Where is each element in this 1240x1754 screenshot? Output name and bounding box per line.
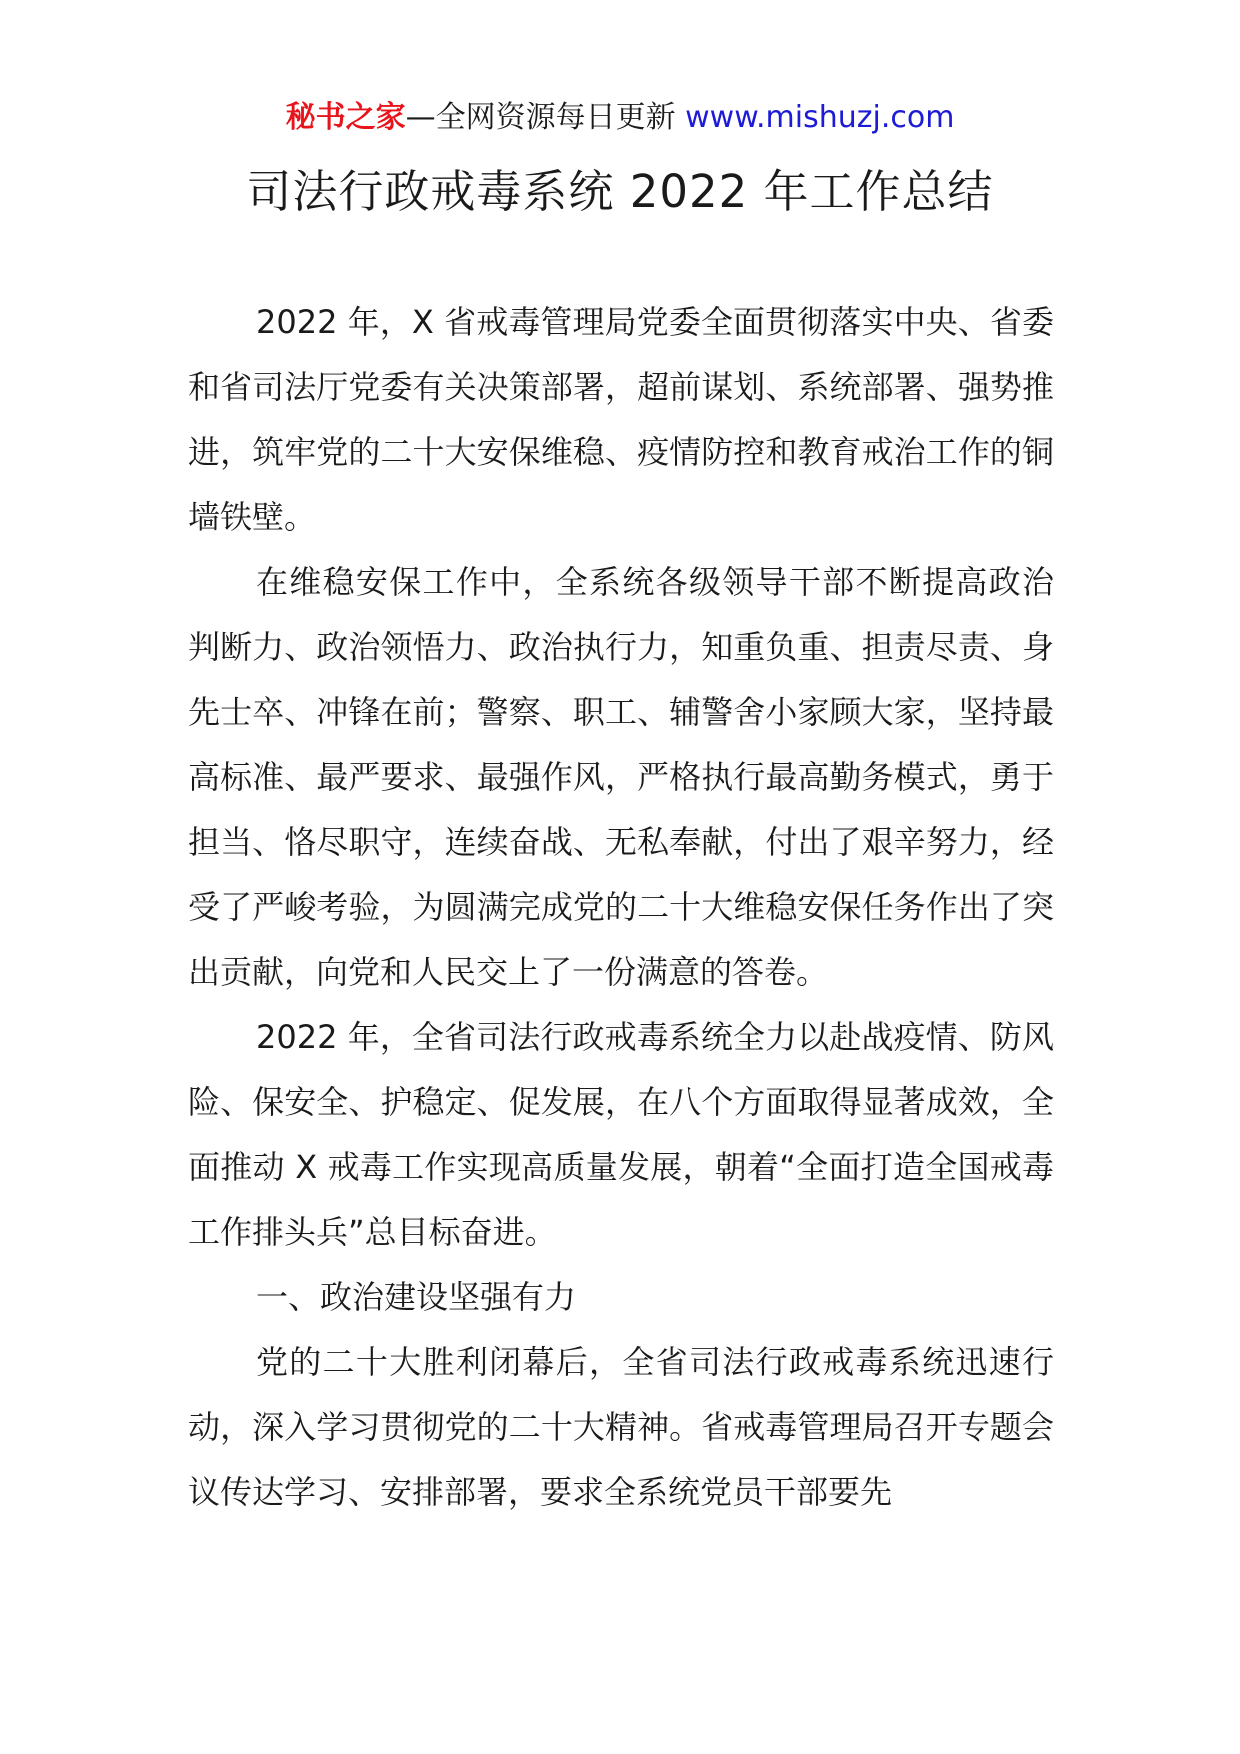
site-url-link[interactable]: www.mishuzj.com (685, 100, 955, 135)
paragraph-political-construction: 党的二十大胜利闭幕后，全省司法行政戒毒系统迅速行动，深入学习贯彻党的二十大精神。省戒毒管理局召开专题会议传达学习、安排部署，要求全系统党员干部要先 (188, 1343, 1054, 1511)
paragraph-security-work: 在维稳安保工作中，全系统各级领导干部不断提高政治判断力、政治领悟力、政治执行力，知重负重、担责尽责、身先士卒、冲锋在前；警察、职工、辅警舍小家顾大家，坚持最高标准、最严要求、最强作风，严格执行最高勤务模式，勇于担当、恪尽职守，连续奋战、无私奉献，付出了艰辛努力，经受了严峻考验，为圆满完成党的二十大维稳安保任务作出了突出贡献，向党和人民交上了一份满意的答卷。 (188, 563, 1054, 991)
site-watermark-header (0, 98, 1240, 138)
brand-name: 秘书之家 (285, 100, 406, 135)
document-body (188, 290, 1054, 1525)
section-heading-political-construction: 一、政治建设坚强有力 (256, 1278, 577, 1316)
brand-tagline: —全网资源每日更新 (405, 100, 676, 135)
paragraph-achievements: 2022 年，全省司法行政戒毒系统全力以赴战疫情、防风险、保安全、护稳定、促发展，在八个方面取得显著成效，全面推动 X 戒毒工作实现高质量发展，朝着“全面打造全国戒毒工作排头兵”总目标奋进。 (188, 1018, 1054, 1251)
document-title: 司法行政戒毒系统 2022 年工作总结 (246, 165, 994, 218)
paragraph-intro: 2022 年，X 省戒毒管理局党委全面贯彻落实中央、省委和省司法厅党委有关决策部署，超前谋划、系统部署、强势推进，筑牢党的二十大安保维稳、疫情防控和教育戒治工作的铜墙铁壁。 (188, 303, 1054, 536)
